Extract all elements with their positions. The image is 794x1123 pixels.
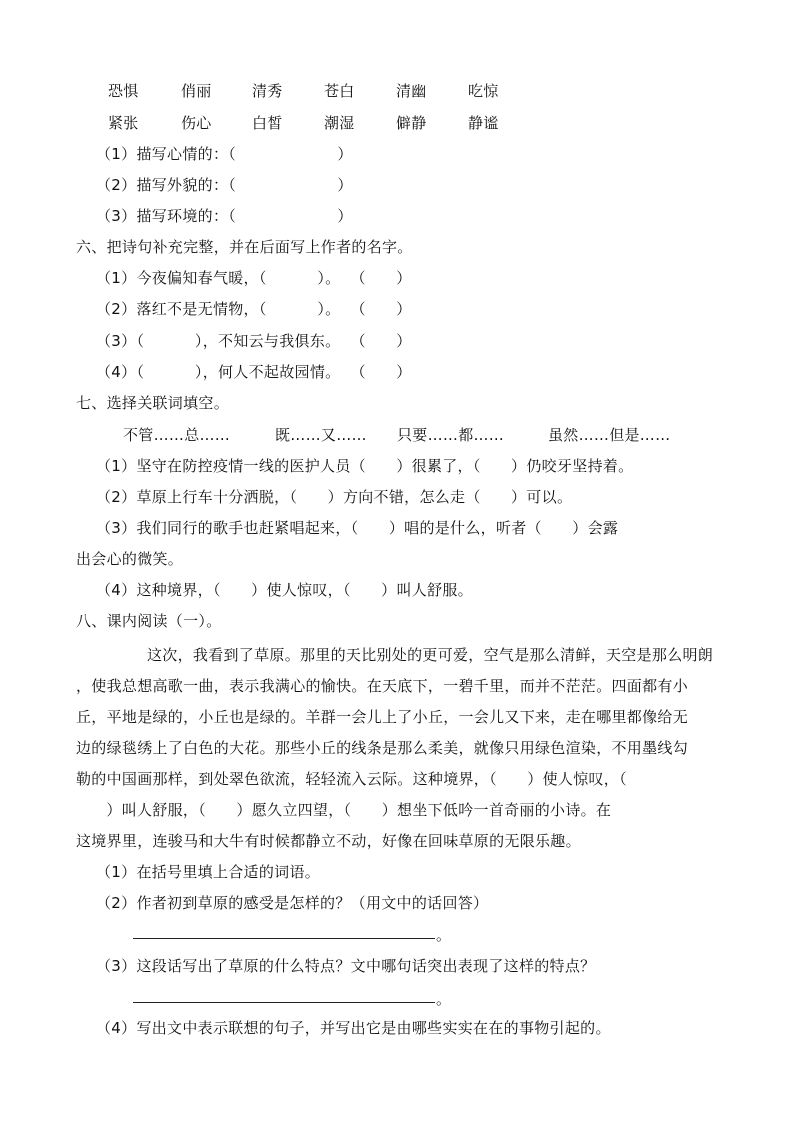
word-1-4: 苍白 — [324, 82, 355, 100]
passage-line-3: 丘，平地是绿的，小丘也是绿的。羊群一会儿上了小丘，一会儿又下来，走在哪里都像给无 — [76, 708, 689, 726]
sec7-question-3b: 出会心的微笑。 — [76, 550, 184, 568]
sec7-option-3: 只要……都…… — [397, 426, 505, 444]
sec6-title: 六、把诗句补充完整，并在后面写上作者的名字。 — [76, 238, 413, 256]
word-1-1: 恐惧 — [108, 82, 139, 100]
word-1-5: 清幽 — [396, 82, 427, 100]
word-2-3: 白皙 — [252, 114, 283, 132]
word-2-2: 伤心 — [181, 114, 212, 132]
word-1-2: 俏丽 — [181, 82, 212, 100]
answer-period-2: 。 — [436, 926, 452, 944]
sec8-question-2: （2）作者初到草原的感受是怎样的？（用文中的话回答） — [96, 894, 489, 912]
sec8-title: 八、课内阅读（一）。 — [76, 612, 222, 630]
sec5-question-3: （3）描写环境的：（ ） — [96, 207, 353, 225]
passage-line-6: ）叫人舒服，（ ）愿久立四望，（ ）想坐下低吟一首奇丽的小诗。在 — [76, 801, 612, 819]
passage-line-5: 勒的中国画那样，到处翠色欲流，轻轻流入云际。这种境界，（ ）使人惊叹，（ — [76, 770, 627, 788]
passage-line-7: 这境界里，连骏马和大牛有时候都静立不动，好像在回味草原的无限乐趣。 — [76, 832, 581, 850]
sec6-question-2: （2）落红不是无情物，（ ）。 （ ） — [96, 300, 412, 318]
word-2-6: 静谧 — [468, 114, 499, 132]
passage-line-4: 边的绿毯绣上了白色的大花。那些小丘的线条是那么柔美，就像只用绿色渲染，不用墨线勾 — [76, 739, 689, 757]
sec6-question-3: （3）（ ），不知云与我俱东。 （ ） — [96, 332, 412, 350]
word-2-5: 僻静 — [396, 114, 427, 132]
sec7-option-2: 既……又…… — [275, 426, 367, 444]
sec7-question-1: （1）坚守在防控疫情一线的医护人员（ ）很累了，（ ）仍咬牙坚持着。 — [96, 457, 634, 475]
answer-line-2 — [133, 938, 435, 939]
passage-line-1: 这次，我看到了草原。那里的天比别处的更可爱，空气是那么清鲜，天空是那么明朗 — [147, 646, 714, 664]
sec6-question-4: （4）（ ），何人不起故园情。 （ ） — [96, 363, 412, 381]
sec7-question-4: （4）这种境界，（ ）使人惊叹，（ ）叫人舒服。 — [96, 581, 473, 599]
passage-line-2: ，使我总想高歌一曲，表示我满心的愉快。在天底下，一碧千里，而并不茫茫。四面都有小 — [76, 677, 689, 695]
sec5-question-1: （1）描写心情的：（ ） — [96, 145, 353, 163]
sec7-question-2: （2）草原上行车十分洒脱，（ ）方向不错，怎么走（ ）可以。 — [96, 488, 573, 506]
sec6-question-1: （1）今夜偏知春气暖，（ ）。 （ ） — [96, 269, 412, 287]
sec7-option-4: 虽然……但是…… — [548, 426, 671, 444]
sec7-title: 七、选择关联词填空。 — [76, 394, 230, 412]
sec8-question-1: （1）在括号里填上合适的词语。 — [96, 863, 321, 881]
answer-line-3 — [133, 1002, 435, 1003]
sec8-question-3: （3）这段话写出了草原的什么特点？文中哪句话突出表现了这样的特点？ — [96, 957, 596, 975]
sec8-question-4: （4）写出文中表示联想的句子，并写出它是由哪些实实在在的事物引起的。 — [96, 1019, 611, 1037]
answer-period-3: 。 — [436, 990, 452, 1008]
word-2-4: 潮湿 — [324, 114, 355, 132]
word-1-6: 吃惊 — [468, 82, 499, 100]
sec5-question-2: （2）描写外貌的：（ ） — [96, 176, 353, 194]
word-1-3: 清秀 — [252, 82, 283, 100]
sec7-option-1: 不管……总…… — [123, 426, 231, 444]
word-2-1: 紧张 — [108, 114, 139, 132]
sec7-question-3a: （3）我们同行的歌手也赶紧唱起来，（ ）唱的是什么，听者（ ）会露 — [96, 519, 619, 537]
